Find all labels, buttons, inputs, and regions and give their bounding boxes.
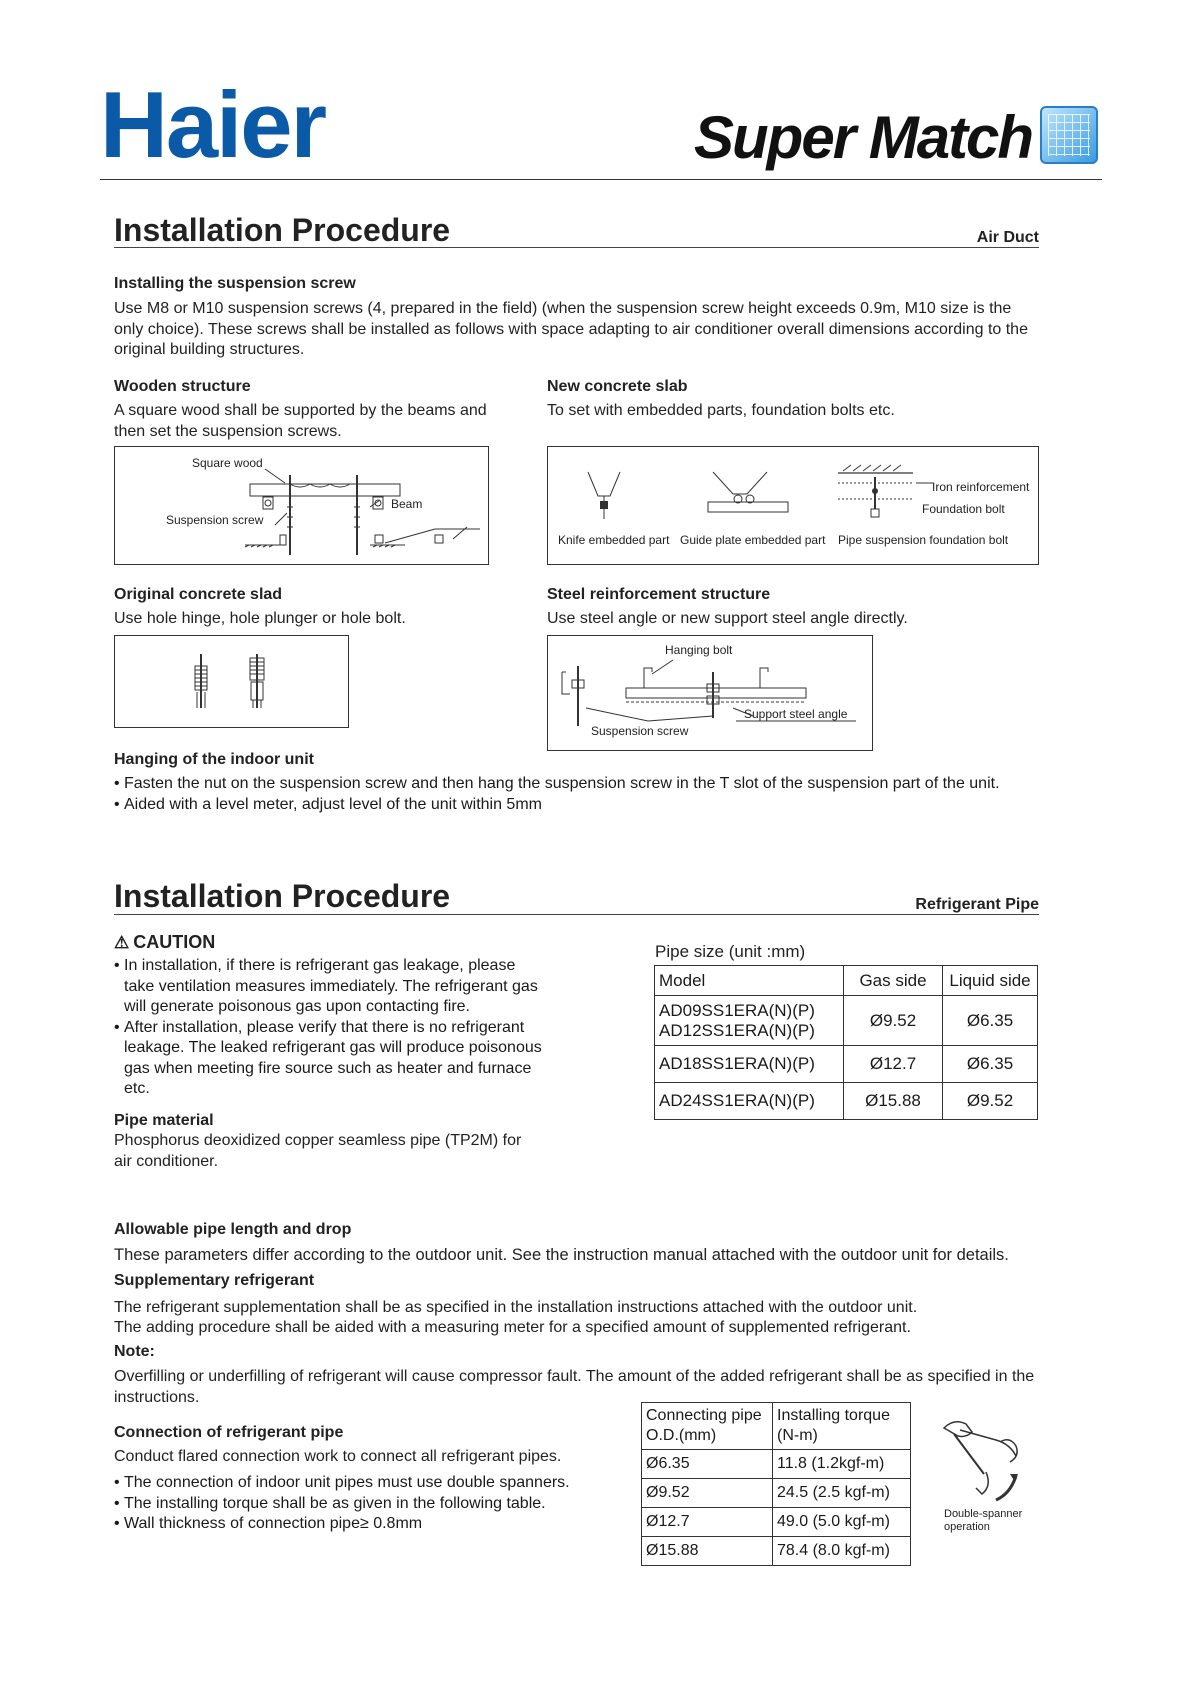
connection-heading: Connection of refrigerant pipe [114, 1424, 344, 1441]
connection-bullets [114, 1473, 634, 1535]
wooden-text: A square wood shall be supported by the beams and then set the suspension screws. [114, 402, 487, 440]
concrete-new-text: To set with embedded parts, foundation bolts etc. [547, 402, 895, 419]
supplementary-line2: The adding procedure shall be aided with a measuring meter for a specified amount of supplemented refrigerant. [114, 1319, 911, 1336]
list-item: • The installing torque shall be as given in the following table. [114, 1494, 634, 1515]
table-cell-gas: Ø15.88 [844, 1083, 943, 1120]
concrete-orig-heading: Original concrete slad [114, 586, 283, 603]
label-suspension-screw-steel: Suspension screw [591, 724, 689, 738]
caption-line: Double-spanner [944, 1508, 1023, 1520]
list-item: • The connection of indoor unit pipes must use double spanners. [114, 1473, 634, 1494]
section1-rule [114, 247, 1039, 248]
pipe-material-text: Phosphorus deoxidized copper seamless pipe (TP2M) for air conditioner. [114, 1132, 522, 1170]
wooden-diagram [114, 446, 489, 565]
table-header: Model [655, 966, 844, 996]
concrete-orig-drawing [115, 636, 348, 727]
table-header: Liquid side [943, 966, 1038, 996]
table-cell-gas: Ø9.52 [844, 996, 943, 1046]
table-row [642, 1508, 911, 1537]
header-divider [100, 179, 1102, 180]
table-cell-torque: 24.5 (2.5 kgf-m) [773, 1479, 911, 1508]
table-cell-model: AD18SS1ERA(N)(P) [655, 1046, 844, 1083]
table-cell-liquid: Ø9.52 [943, 1083, 1038, 1120]
wooden-heading: Wooden structure [114, 378, 251, 395]
pipe-size-table [654, 965, 1038, 1120]
table-header-row [655, 966, 1038, 996]
table-cell-model: AD24SS1ERA(N)(P) [655, 1083, 844, 1120]
table-header-row [642, 1403, 911, 1450]
section1-tag: Air Duct [976, 229, 1039, 246]
table-cell-od: Ø9.52 [642, 1479, 773, 1508]
table-cell-liquid: Ø6.35 [943, 996, 1038, 1046]
table-cell-gas: Ø12.7 [844, 1046, 943, 1083]
label-knife-embedded: Knife embedded part [558, 533, 670, 547]
model-line: AD09SS1ERA(N)(P) [659, 1000, 815, 1020]
torque-table [641, 1402, 911, 1566]
steel-text: Use steel angle or new support steel angle directly. [547, 610, 908, 627]
table-cell-od: Ø12.7 [642, 1508, 773, 1537]
table-row [655, 1046, 1038, 1083]
concrete-orig-diagram [114, 635, 349, 728]
caution-heading-text: CAUTION [133, 932, 216, 952]
list-item: • After installation, please verify that there is no refrigerant leakage. The leaked refrigerant gas will produce poisonous gas when meeting fire source such as heater and furnace etc. [114, 1018, 544, 1100]
table-header: Gas side [844, 966, 943, 996]
label-iron-reinforcement: Iron reinforcement [932, 480, 1030, 494]
allowable-text: These parameters differ according to the outdoor unit. See the instruction manual attached with the outdoor unit for details. [114, 1246, 1009, 1264]
table-cell-torque: 49.0 (5.0 kgf-m) [773, 1508, 911, 1537]
table-cell-od: Ø6.35 [642, 1450, 773, 1479]
table-cell-model [655, 996, 844, 1046]
table-row [655, 996, 1038, 1046]
header-line: Installing torque [777, 1407, 890, 1424]
allowable-heading: Allowable pipe length and drop [114, 1221, 352, 1238]
supplementary-heading: Supplementary refrigerant [114, 1272, 315, 1289]
section2-title: Installation Procedure [114, 878, 451, 914]
suspension-heading: Installing the suspension screw [114, 275, 356, 292]
caution-bullets [114, 956, 544, 1100]
section2-tag: Refrigerant Pipe [915, 896, 1039, 913]
steel-diagram [547, 635, 873, 751]
section2-rule [114, 914, 1039, 915]
label-guide-embedded: Guide plate embedded part [680, 533, 826, 547]
wooden-diagram-drawing [115, 447, 488, 564]
warning-icon: ⚠ [114, 933, 130, 952]
table-header [642, 1403, 773, 1450]
haier-logo: Haier [100, 72, 326, 177]
pipe-material-heading: Pipe material [114, 1112, 214, 1129]
note-heading: Note: [114, 1343, 155, 1360]
wooden-label-beam: Beam [391, 497, 423, 511]
caution-heading [114, 932, 215, 953]
suspension-text: Use M8 or M10 suspension screws (4, prepared in the field) (when the suspension screw height exceeds 0.9m, M10 size is the only choice). These screws shall be installed as follows with space adapting to air conditioner overall dimensions according to the original building structures. [114, 300, 1028, 358]
hanging-heading: Hanging of the indoor unit [114, 751, 314, 768]
table-row [642, 1479, 911, 1508]
supplementary-line1: The refrigerant supplementation shall be as specified in the installation instructions attached with the outdoor unit. [114, 1299, 918, 1316]
concrete-orig-text: Use hole hinge, hole plunger or hole bolt. [114, 610, 406, 627]
table-cell-liquid: Ø6.35 [943, 1046, 1038, 1083]
label-hanging-bolt: Hanging bolt [665, 643, 733, 657]
steel-heading: Steel reinforcement structure [547, 586, 771, 603]
super-match-logo: Super Match [694, 104, 1033, 171]
label-support-steel-angle: Support steel angle [744, 707, 848, 721]
table-cell-od: Ø15.88 [642, 1537, 773, 1566]
header-line: (N-m) [777, 1427, 818, 1444]
table-header [773, 1403, 911, 1450]
table-row [642, 1537, 911, 1566]
list-item: • Fasten the nut on the suspension screw and then hang the suspension screw in the T slot of the suspension part of the unit. [114, 774, 1064, 795]
cube-logo-icon [1040, 106, 1098, 164]
model-line: AD12SS1ERA(N)(P) [659, 1020, 815, 1040]
concrete-new-diagram [547, 446, 1039, 565]
concrete-new-heading: New concrete slab [547, 378, 688, 395]
table-row [642, 1450, 911, 1479]
list-item: • Aided with a level meter, adjust level of the unit within 5mm [114, 795, 1064, 816]
caption-line: operation [944, 1521, 990, 1533]
double-spanner-caption [944, 1508, 1022, 1534]
double-spanner-icon [930, 1412, 1030, 1508]
table-cell-torque: 11.8 (1.2kgf-m) [773, 1450, 911, 1479]
list-item: • Wall thickness of connection pipe≥ 0.8mm [114, 1514, 634, 1535]
table-row [655, 1083, 1038, 1120]
label-foundation-bolt: Foundation bolt [922, 502, 1005, 516]
table-cell-torque: 78.4 (8.0 kgf-m) [773, 1537, 911, 1566]
header-line: O.D.(mm) [646, 1427, 717, 1444]
hanging-bullets [114, 774, 1064, 815]
pipe-size-caption: Pipe size (unit :mm) [655, 942, 806, 961]
section1-title: Installation Procedure [114, 212, 451, 248]
label-pipe-foundation: Pipe suspension foundation bolt [838, 533, 1009, 547]
wooden-label-suspension-screw: Suspension screw [166, 513, 264, 527]
connection-text: Conduct flared connection work to connect all refrigerant pipes. [114, 1448, 562, 1465]
header-line: Connecting pipe [646, 1407, 762, 1424]
wooden-label-square-wood: Square wood [192, 456, 263, 470]
list-item: • In installation, if there is refrigerant gas leakage, please take ventilation measures immediately. The refrigerant gas will generate poisonous gas upon contacting fire. [114, 956, 544, 1018]
note-text: Overfilling or underfilling of refrigerant will cause compressor fault. The amount of the added refrigerant shall be as specified in the instructions. [114, 1368, 1035, 1406]
